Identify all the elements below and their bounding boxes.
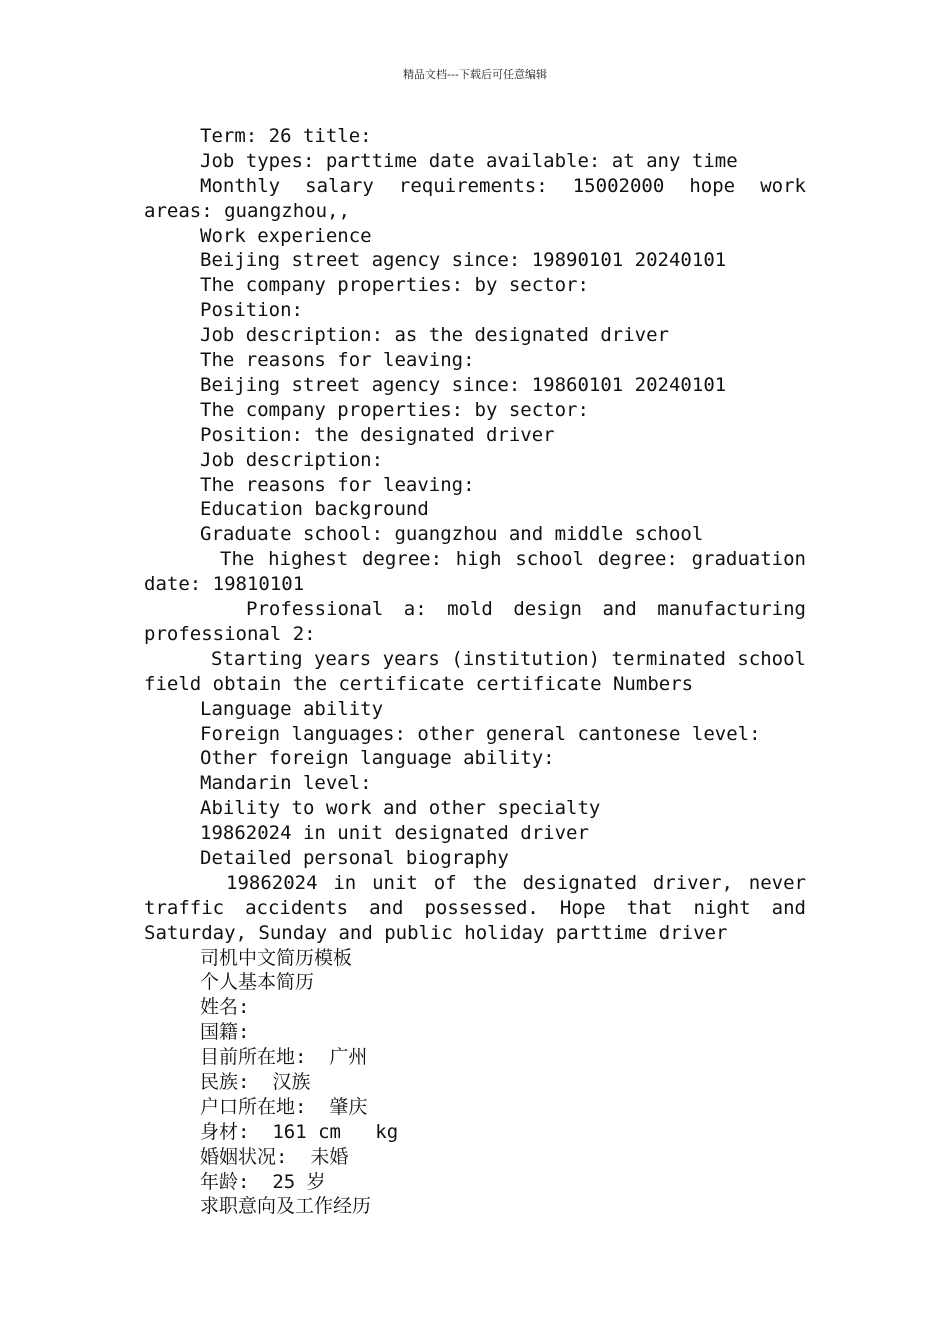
- language-ability-heading: Language ability: [200, 697, 384, 720]
- reasons-leaving-line-1: The reasons for leaving:: [200, 349, 475, 372]
- nationality-field: 国籍:: [200, 1021, 250, 1044]
- document-body: [144, 124, 806, 1219]
- marital-status-field: 婚姻状况: 未婚: [200, 1145, 349, 1168]
- company-properties-line-2: The company properties: by sector:: [200, 398, 589, 421]
- agency-line-1: Beijing street agency since: 19890101 20240101: [200, 249, 727, 272]
- mandarin-level-line: Mandarin level:: [200, 772, 372, 795]
- reasons-leaving-line-2: The reasons for leaving:: [200, 473, 475, 496]
- name-field: 姓名:: [200, 996, 250, 1019]
- agency-line-2: Beijing street agency since: 19860101 20240101: [200, 373, 727, 396]
- current-location-field: 目前所在地: 广州: [200, 1046, 368, 1069]
- chinese-template-title: 司机中文简历模板: [200, 946, 353, 969]
- biography-paragraph: 19862024 in unit of the designated driver, never traffic accidents and possessed. Hope that night and Saturday, Sunday and public holiday parttime driver: [144, 871, 806, 944]
- figure-field: 身材: 161 cm kg: [200, 1120, 399, 1143]
- professional-paragraph: Professional a: mold design and manufacturing professional 2:: [144, 597, 806, 645]
- term-line: Term: 26 title:: [200, 125, 372, 147]
- job-description-line-2: Job description:: [200, 448, 384, 471]
- graduate-school-line: Graduate school: guangzhou and middle school: [200, 523, 704, 546]
- job-intention-heading: 求职意向及工作经历: [200, 1195, 372, 1218]
- position-line-1: Position:: [200, 299, 303, 322]
- work-experience-heading: Work experience: [200, 224, 372, 247]
- ethnicity-field: 民族: 汉族: [200, 1071, 311, 1094]
- job-types-line: Job types: parttime date available: at any time: [200, 149, 738, 172]
- detailed-biography-heading: Detailed personal biography: [200, 846, 509, 869]
- company-properties-line-1: The company properties: by sector:: [200, 274, 589, 297]
- basic-resume-heading: 个人基本简历: [200, 971, 315, 994]
- position-line-2: Position: the designated driver: [200, 423, 555, 446]
- highest-degree-paragraph: The highest degree: high school degree: graduation date: 19810101: [144, 548, 806, 596]
- starting-years-paragraph: Starting years years (institution) terminated school field obtain the certificate certificate Numbers: [144, 647, 806, 695]
- household-location-field: 户口所在地: 肇庆: [200, 1095, 368, 1118]
- job-description-line-1: Job description: as the designated driver: [200, 324, 669, 347]
- education-background-heading: Education background: [200, 498, 429, 521]
- other-foreign-language-line: Other foreign language ability:: [200, 747, 555, 770]
- ability-specialty-heading: Ability to work and other specialty: [200, 797, 601, 820]
- unit-driver-line: 19862024 in unit designated driver: [200, 822, 589, 845]
- age-field: 年龄: 25 岁: [200, 1170, 326, 1193]
- page-header: 精品文档---下载后可任意编辑: [403, 68, 547, 81]
- monthly-salary-paragraph: Monthly salary requirements: 15002000 hope work areas: guangzhou,,: [144, 174, 806, 222]
- foreign-languages-line: Foreign languages: other general cantonese level:: [200, 722, 761, 745]
